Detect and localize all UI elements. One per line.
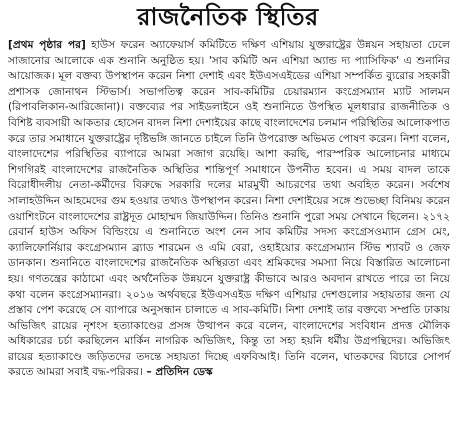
byline: – প্রতিদিন ডেস্ক	[142, 366, 213, 379]
article-text: হাউস ফরেন অ্যাফেয়ার্স কমিটিতে দক্ষিণ এশিয়ায় যুক্তরাষ্ট্রের উন্নয়ন সহায়তা ঢেলে সাজানোর আলোকে এক শুনানি অনুষ্ঠিত হয়। 'সাব কমিটি অন এশিয়া অ্যান্ড দ্য প্যাসিফিক' এ শুনানির আয়োজক। মূল বক্তব্য উপস্থাপন করেন নিশা দেশাই এবং ইউএসএইডের এশিয়া সম্পর্কিত ব্যুরোর সহকারী প্রশাসক জোনাথন স্টিভার্স। সভাপতিত্ব করেন সাব-কমিটির চেয়ারম্যান কংগ্রেসম্যান ম্যাট সালমন (রিপাবলিকান-আরিজোনা)। বক্তব্যের পর সাইডলাইনে ওই শুনানিতে উপস্থিত মূলধারার রাজনীতিক ও বিশিষ্ট ব্যবসায়ী আকতার হোসেন বাদল নিশা দেশাইয়ের কাছে বাংলাদেশের চলমান পরিস্থিতির আলোকপাত করে তার সমাধানে যুক্তরাষ্ট্রের দৃষ্টিভঙ্গি জানতে চাইলে তিনি উপরোক্ত অভিমত পোষণ করেন। নিশা বলেন, বাংলাদেশের পরিস্থিতির ব্যাপারে আমরা সজাগ রয়েছি। আশা করছি, পারস্পরিক আলোচনার মাধ্যমে শিগগিরই বাংলাদেশের রাজনৈতিক অস্থিতির শান্তিপূর্ণ সমাধানে উপনীত হবেন। এ সময় বাদল তাকে বিরোধীদলীয় নেতা-কর্মীদের বিরুদ্ধে সরকারি দলের মারমুখী আচরণের তথ্য অবহিত করেন। সর্বশেষ সালাহউদ্দিন আহমেদের গুম হওয়ার তথ্যও উপস্থাপন করেন। নিশা দেশাইয়ের সঙ্গে শুভেচ্ছা বিনিময় করেন ওয়াশিংটনে বাংলাদেশের রাষ্ট্রদূত মোহাম্মদ জিয়াউদ্দিন। তিনিও শুনানি পুরো সময় সেখানে ছিলেন। ২১৭২ রেবার্ন হাউস অফিস বিল্ডিংয়ে এ শুনানিতে অংশ নেন সাব কমিটির সদস্য কংগ্রেসওম্যান গ্রেস মেং, ক্যালিফোর্নিয়ার কংগ্রেসম্যান ব্র্যাড শারমেন ও এমি বেরা, ওহাইয়োর কংগ্রেসম্যান স্টিভ শ্যাবট ও জেফ ডানকান। শুনানিতে বাংলাদেশের রাজনৈতিক অস্থিরতা এবং শ্রমিকদের সমস্যা নিয়ে বিস্তারিত আলোচনা হয়। গণতন্ত্রের কাঠামো এবং অর্থনৈতিক উন্নয়নে যুক্তরাষ্ট্র কীভাবে আরও অবদান রাখতে পারে তা নিয়ে কথা বলেন কংগ্রেসম্যানরা। ২০১৬ অর্থবছরে ইউএসএইড দক্ষিণ এশিয়ার দেশগুলোর সহায়তার জন্য যে প্রস্তাব পেশ করেছে সে ব্যাপারে অনুসন্ধান চালাতে এ সাব-কমিটি। নিশা দেশাই তার বক্তব্যে সম্প্রতি ঢাকায় অভিজিৎ রায়ের নৃশংস হত্যাকাণ্ডের প্রসঙ্গ উত্থাপন করে বলেন, বাংলাদেশের সংবিধান প্রদত্ত মৌলিক অধিকারের চর্চা করছিলেন মার্কিন নাগরিক অভিজিৎ, কিন্তু তা সহ্য হয়নি ধর্মীয় উগ্রপন্থিদের। অভিজিৎ রায়ের হত্যাকাণ্ডে জড়িতদের তদন্তে সহায়তা দিচ্ছে এফবিআই। তিনি বলেন, ঘাতকদের বিচারে সোপর্দ করতে আমরা সবাই বদ্ধ-পরিকর।	[8, 39, 450, 379]
article-body	[0, 38, 456, 381]
headline: রাজনৈতিক স্থিতির	[137, 2, 319, 31]
continued-tag: [প্রথম পৃষ্ঠার পর]	[8, 39, 86, 51]
